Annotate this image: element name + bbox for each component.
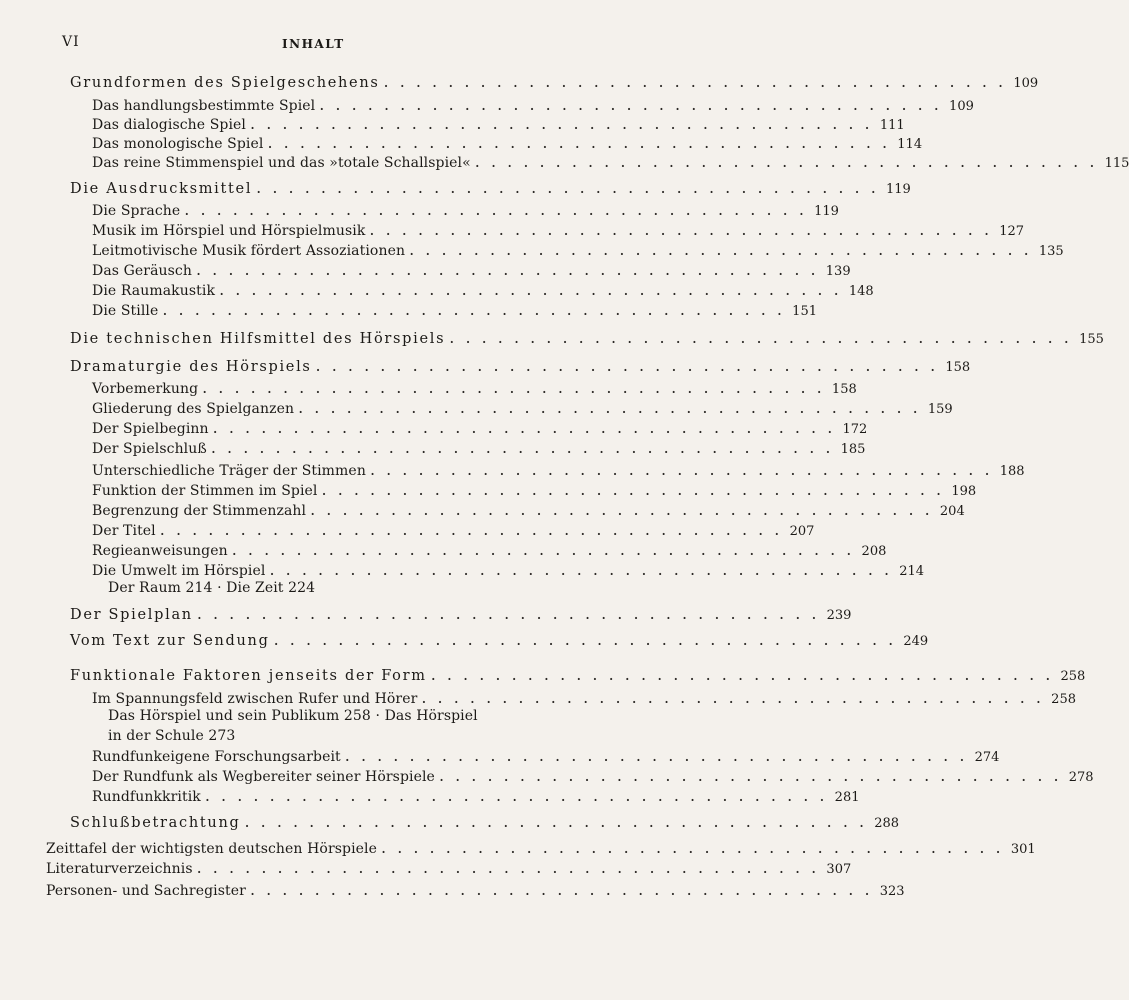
- toc-entry: [70, 630, 929, 649]
- toc-entry: [92, 786, 860, 805]
- toc-entry-title: Rundfunkkritik: [92, 789, 201, 805]
- toc-entry-page: 258: [1051, 692, 1076, 707]
- toc-entry: [92, 300, 817, 319]
- toc-entry-title: Schlußbetrachtung: [70, 815, 241, 831]
- toc-entry-page: 207: [789, 524, 815, 539]
- toc-entry-title: Zeittafel der wichtigsten deutschen Hörspiele: [46, 841, 378, 857]
- toc-entry: [92, 540, 887, 559]
- dot-leader: . . . . . . . . . . . . . . . . . . . . . . . . . . . . . . . . . . . . . . .: [219, 280, 842, 299]
- toc-entry-title: Vom Text zur Sendung: [70, 633, 270, 649]
- toc-entry: [70, 604, 852, 623]
- dot-leader: . . . . . . . . . . . . . . . . . . . . . . . . . . . . . . . . . . . . . . .: [210, 438, 834, 457]
- toc-entry-title: Der Spielbeginn: [92, 421, 209, 437]
- toc-entry-title: Die Umwelt im Hörspiel: [92, 563, 266, 579]
- toc-entry: [92, 220, 1025, 239]
- toc-entry-page: 115: [1104, 156, 1129, 171]
- toc-entry-title: Im Spannungsfeld zwischen Rufer und Hörer: [92, 691, 418, 707]
- toc-entry-title: Leitmotivische Musik fördert Assoziationen: [92, 243, 406, 259]
- toc-entry: [92, 560, 925, 579]
- toc-entry-page: 155: [1079, 332, 1104, 347]
- toc-entry: [92, 398, 953, 417]
- toc-entry-title: Musik im Hörspiel und Hörspielmusik: [92, 223, 366, 239]
- dot-leader: . . . . . . . . . . . . . . . . . . . . . . . . . . . . . . . . . . . . . . .: [250, 114, 873, 133]
- toc-entry-page: 119: [814, 204, 839, 219]
- dot-leader: . . . . . . . . . . . . . . . . . . . . . . . . . . . . . . . . . . . . . . .: [474, 152, 1098, 171]
- toc-entry-page: 159: [927, 402, 953, 417]
- toc-entry-title: Die Ausdrucksmittel: [70, 181, 253, 197]
- toc-entry-page: 278: [1068, 770, 1094, 785]
- toc-entry-title: Begrenzung der Stimmenzahl: [92, 503, 307, 519]
- toc-entry-title: Dramaturgie des Hörspiels: [70, 359, 312, 375]
- toc-entry: [70, 178, 911, 197]
- toc-entry-page: 239: [826, 608, 852, 623]
- dot-leader: . . . . . . . . . . . . . . . . . . . . . . . . . . . . . . . . . . . . . . .: [269, 560, 893, 579]
- toc-entry: [70, 72, 1039, 91]
- toc-entry: [108, 728, 540, 744]
- toc-entry: [92, 152, 1129, 171]
- dot-leader: . . . . . . . . . . . . . . . . . . . . . . . . . . . . . . . . . . . . . . .: [184, 200, 807, 219]
- dot-leader: . . . . . . . . . . . . . . . . . . . . . . . . . . . . . . . . . . . . . . .: [449, 328, 1072, 347]
- toc-entry-page: 158: [945, 360, 971, 375]
- toc-entry: [46, 858, 852, 877]
- toc-entry: [70, 665, 1086, 684]
- toc-entry-page: 214: [899, 564, 925, 579]
- toc-entry-title: Unterschiedliche Träger der Stimmen: [92, 463, 366, 479]
- toc-entry: [92, 418, 868, 437]
- dot-leader: . . . . . . . . . . . . . . . . . . . . . . . . . . . . . . . . . . . . . . .: [231, 540, 855, 559]
- toc-entry-title: Vorbemerkung: [92, 381, 199, 397]
- toc-entry-page: 151: [792, 304, 817, 319]
- dot-leader: . . . . . . . . . . . . . . . . . . . . . . . . . . . . . . . . . . . . . . .: [298, 398, 921, 417]
- dot-leader: . . . . . . . . . . . . . . . . . . . . . . . . . . . . . . . . . . . . . . .: [267, 133, 891, 152]
- toc-entry: [92, 500, 965, 519]
- toc-entry-title: Der Raum 214 · Die Zeit 224: [108, 580, 316, 596]
- toc-entry: [70, 812, 900, 831]
- toc-entry-title: Rundfunkeigene Forschungsarbeit: [92, 749, 341, 765]
- toc-entry: [108, 580, 540, 596]
- toc-entry-title: Gliederung des Spielganzen: [92, 401, 295, 417]
- toc-entry-page: 158: [831, 382, 857, 397]
- toc-entry: [92, 280, 874, 299]
- toc-entry-page: 111: [879, 118, 905, 133]
- dot-leader: . . . . . . . . . . . . . . . . . . . . . . . . . . . . . . . . . . . . . . .: [421, 688, 1044, 707]
- toc-entry: [92, 240, 1064, 259]
- toc-entry-page: 208: [861, 544, 887, 559]
- dot-leader: . . . . . . . . . . . . . . . . . . . . . . . . . . . . . . . . . . . . . . .: [319, 95, 942, 114]
- toc-entry-title: Der Spielplan: [70, 607, 193, 623]
- toc-entry-page: 281: [834, 790, 860, 805]
- toc-entry: [92, 480, 977, 499]
- toc-entry-page: 198: [951, 484, 977, 499]
- toc-entry: [46, 838, 1036, 857]
- toc-entry: [92, 200, 839, 219]
- toc-entry-page: 307: [826, 862, 852, 877]
- toc-entry-page: 119: [885, 182, 911, 197]
- dot-leader: . . . . . . . . . . . . . . . . . . . . . . . . . . . . . . . . . . . . . . .: [369, 460, 993, 479]
- toc-entry-page: 109: [1013, 76, 1039, 91]
- dot-leader: . . . . . . . . . . . . . . . . . . . . . . . . . . . . . . . . . . . . . . .: [256, 178, 879, 197]
- toc-entry-page: 301: [1010, 842, 1036, 857]
- toc-entry-page: 258: [1060, 669, 1086, 684]
- toc-entry-page: 127: [999, 224, 1025, 239]
- toc-entry: [92, 438, 866, 457]
- header-title: INHALT: [282, 37, 345, 51]
- dot-leader: . . . . . . . . . . . . . . . . . . . . . . . . . . . . . . . . . . . . . . .: [430, 665, 1054, 684]
- dot-leader: . . . . . . . . . . . . . . . . . . . . . . . . . . . . . . . . . . . . . . .: [383, 72, 1007, 91]
- dot-leader: . . . . . . . . . . . . . . . . . . . . . . . . . . . . . . . . . . . . . . .: [162, 300, 785, 319]
- toc-entry-title: Der Rundfunk als Wegbereiter seiner Hörspiele: [92, 769, 435, 785]
- toc-entry-page: 188: [999, 464, 1025, 479]
- toc-entry-title: Das reine Stimmenspiel und das »totale Schallspiel«: [92, 155, 471, 171]
- toc-entry: [92, 133, 923, 152]
- toc-entry-page: 135: [1038, 244, 1064, 259]
- toc-entry-title: Der Titel: [92, 523, 156, 539]
- toc-entry-title: Die Sprache: [92, 203, 181, 219]
- toc-entry-page: 185: [840, 442, 866, 457]
- toc-entry-title: Funktion der Stimmen im Spiel: [92, 483, 318, 499]
- toc-entry: [92, 114, 905, 133]
- toc-entry-title: Das handlungsbestimmte Spiel: [92, 98, 316, 114]
- toc-entry-page: 288: [874, 816, 900, 831]
- dot-leader: . . . . . . . . . . . . . . . . . . . . . . . . . . . . . . . . . . . . . . .: [315, 356, 939, 375]
- dot-leader: . . . . . . . . . . . . . . . . . . . . . . . . . . . . . . . . . . . . . . .: [369, 220, 993, 239]
- dot-leader: . . . . . . . . . . . . . . . . . . . . . . . . . . . . . . . . . . . . . . .: [381, 838, 1004, 857]
- toc-entry-title: Das dialogische Spiel: [92, 117, 247, 133]
- toc-entry-title: Die technischen Hilfsmittel des Hörspiels: [70, 331, 446, 347]
- toc-entry: [92, 520, 815, 539]
- dot-leader: . . . . . . . . . . . . . . . . . . . . . . . . . . . . . . . . . . . . . . .: [196, 858, 820, 877]
- toc-entry: [70, 356, 971, 375]
- toc-entry-page: 274: [974, 750, 1000, 765]
- dot-leader: . . . . . . . . . . . . . . . . . . . . . . . . . . . . . . . . . . . . . . .: [196, 604, 820, 623]
- toc-entry-title: Regieanweisungen: [92, 543, 228, 559]
- toc-entry-title: Literaturverzeichnis: [46, 861, 193, 877]
- toc-entry: [108, 708, 540, 724]
- toc-entry-page: 114: [897, 137, 923, 152]
- dot-leader: . . . . . . . . . . . . . . . . . . . . . . . . . . . . . . . . . . . . . . .: [195, 260, 819, 279]
- dot-leader: . . . . . . . . . . . . . . . . . . . . . . . . . . . . . . . . . . . . . . .: [204, 786, 828, 805]
- dot-leader: . . . . . . . . . . . . . . . . . . . . . . . . . . . . . . . . . . . . . . .: [212, 418, 836, 437]
- toc-entry-page: 172: [842, 422, 868, 437]
- toc-entry: [92, 260, 851, 279]
- toc-entry-title: Der Spielschluß: [92, 441, 207, 457]
- toc-entry-title: Funktionale Faktoren jenseits der Form: [70, 668, 427, 684]
- header-page-number: VI: [62, 34, 80, 50]
- dot-leader: . . . . . . . . . . . . . . . . . . . . . . . . . . . . . . . . . . . . . . .: [159, 520, 783, 539]
- dot-leader: . . . . . . . . . . . . . . . . . . . . . . . . . . . . . . . . . . . . . . .: [344, 746, 968, 765]
- toc-entry: [70, 328, 1104, 347]
- toc-entry-page: 148: [848, 284, 874, 299]
- dot-leader: . . . . . . . . . . . . . . . . . . . . . . . . . . . . . . . . . . . . . . .: [249, 880, 873, 899]
- dot-leader: . . . . . . . . . . . . . . . . . . . . . . . . . . . . . . . . . . . . . . .: [202, 378, 825, 397]
- toc-entry-page: 139: [825, 264, 851, 279]
- toc-entry-page: 249: [903, 634, 929, 649]
- toc-entry: [92, 766, 1094, 785]
- toc-entry-title: Personen- und Sachregister: [46, 883, 246, 899]
- dot-leader: . . . . . . . . . . . . . . . . . . . . . . . . . . . . . . . . . . . . . . .: [244, 812, 868, 831]
- toc-entry: [46, 880, 905, 899]
- toc-entry: [92, 378, 857, 397]
- dot-leader: . . . . . . . . . . . . . . . . . . . . . . . . . . . . . . . . . . . . . . .: [438, 766, 1062, 785]
- dot-leader: . . . . . . . . . . . . . . . . . . . . . . . . . . . . . . . . . . . . . . .: [273, 630, 897, 649]
- toc-entry: [92, 460, 1025, 479]
- toc-entry: [92, 688, 1076, 707]
- toc-entry-title: Grundformen des Spielgeschehens: [70, 75, 380, 91]
- toc-entry-title: Die Raumakustik: [92, 283, 216, 299]
- toc-entry-page: 204: [939, 504, 965, 519]
- toc-entry-title: in der Schule 273: [108, 728, 236, 744]
- dot-leader: . . . . . . . . . . . . . . . . . . . . . . . . . . . . . . . . . . . . . . .: [321, 480, 945, 499]
- toc-entry: [92, 95, 974, 114]
- toc-entry-title: Das Geräusch: [92, 263, 192, 279]
- toc-entry-title: Das monologische Spiel: [92, 136, 264, 152]
- toc-entry: [92, 746, 1000, 765]
- toc-entry-title: Das Hörspiel und sein Publikum 258 · Das Hörspiel: [108, 708, 478, 724]
- toc-entry-page: 109: [949, 99, 974, 114]
- dot-leader: . . . . . . . . . . . . . . . . . . . . . . . . . . . . . . . . . . . . . . .: [409, 240, 1032, 259]
- toc-entry-title: Die Stille: [92, 303, 159, 319]
- toc-entry-page: 323: [879, 884, 905, 899]
- dot-leader: . . . . . . . . . . . . . . . . . . . . . . . . . . . . . . . . . . . . . . .: [310, 500, 933, 519]
